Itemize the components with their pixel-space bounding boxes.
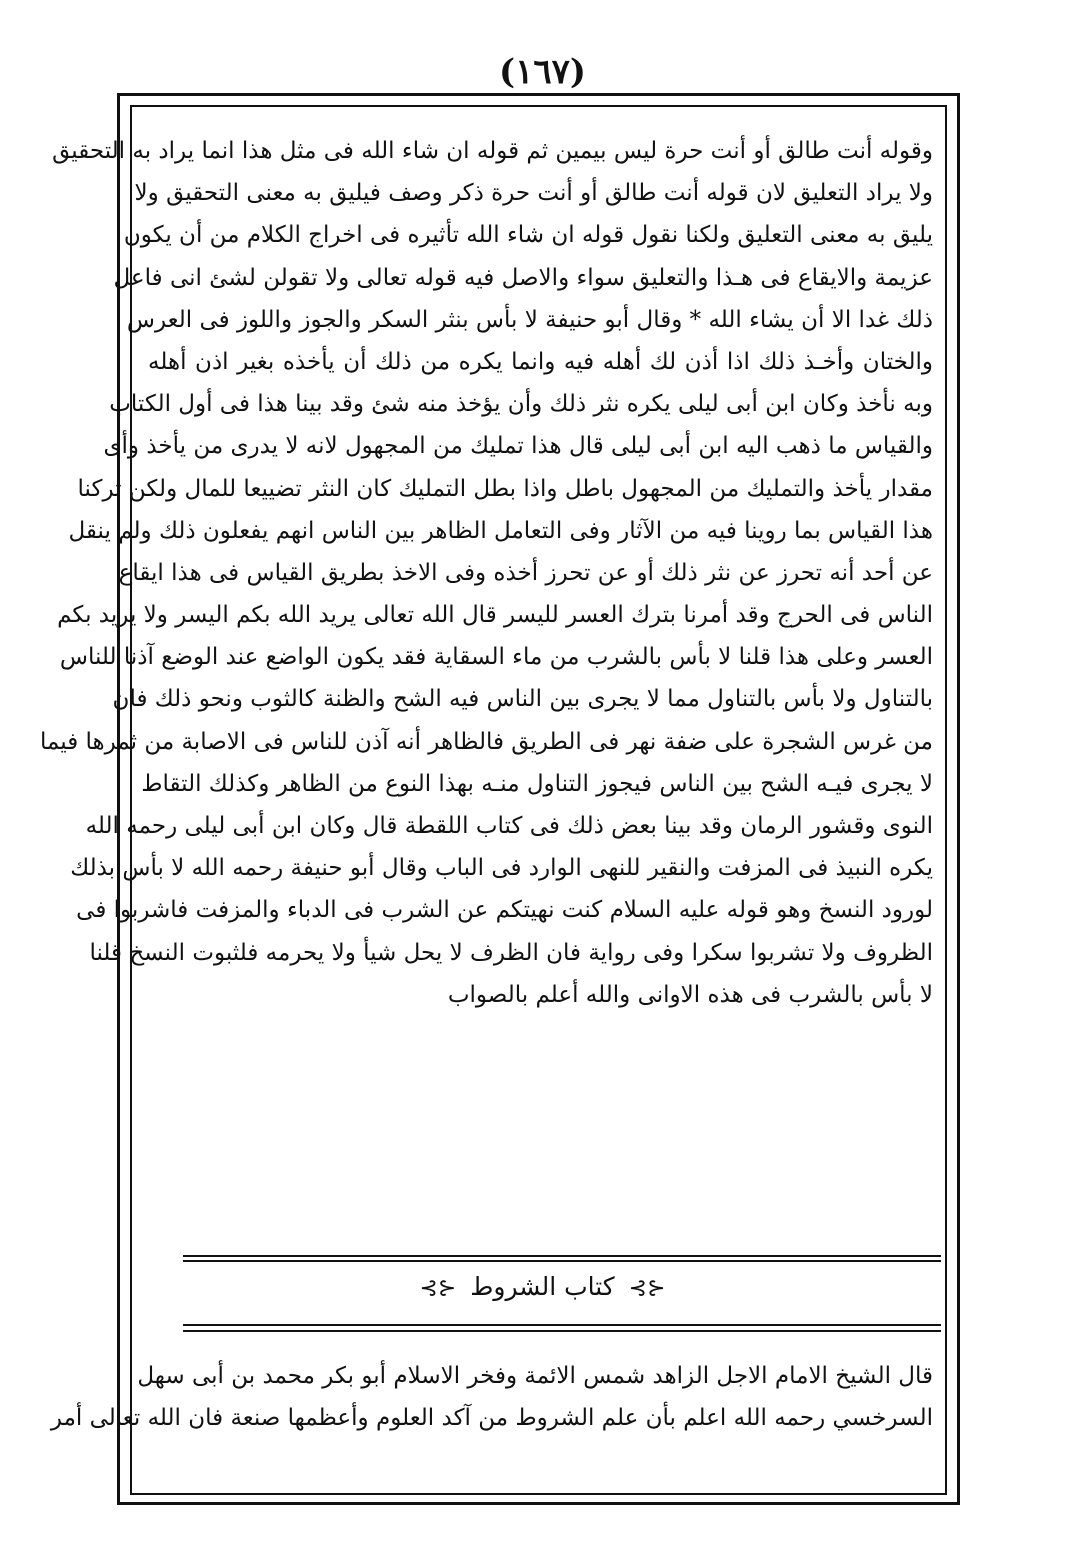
text-line: ذلك غدا الا أن يشاء الله * وقال أبو حنيفة لا بأس بنثر السكر والجوز واللوز فى العرس — [126, 306, 933, 333]
body-text — [39, 130, 933, 1016]
text-line: السرخسي رحمه الله اعلم بأن علم الشروط من آكد العلوم وأعظمها صنعة فان الله تعالى أمر — [50, 1405, 933, 1432]
section-intro-text — [50, 1355, 933, 1439]
text-line-final: لا بأس بالشرب فى هذه الاوانى والله أعلم بالصواب — [447, 981, 933, 1008]
text-line: العسر وعلى هذا قلنا لا بأس بالشرب من ماء السقاية فقد يكون الواضع عند الوضع آذنا للناس — [59, 644, 933, 671]
text-line: والختان وأخـذ ذلك اذا أذن لك أهله فيه وانما يكره من ذلك أن يأخذه بغير اذن أهله — [148, 348, 933, 375]
divider-rule — [183, 1324, 941, 1326]
text-line: مقدار يأخذ والتمليك من المجهول باطل واذا بطل التمليك كان النثر تضييعا للمال ولكن تركنا — [77, 475, 933, 502]
text-line: يليق به معنى التعليق ولكنا نقول قوله ان شاء الله تأثيره فى اخراج الكلام من أن يكون — [123, 222, 933, 249]
chapter-title: كتاب الشروط — [470, 1272, 615, 1301]
ornament-icon: ⊰⊱ — [628, 1275, 666, 1301]
text-line: عزيمة والايقاع فى هـذا والتعليق سواء والاصل فيه قوله تعالى ولا تقولن لشئ انى فاعل — [113, 264, 933, 291]
text-line: الظروف ولا تشربوا سكرا وفى رواية فان الظرف لا يحل شيأ ولا يحرمه فلثبوت النسخ قلنا — [89, 939, 933, 966]
divider-rule — [183, 1255, 941, 1257]
divider-rule — [183, 1260, 941, 1262]
text-line: من غرس الشجرة على ضفة نهر فى الطريق فالظاهر أنه آذن للناس فى الاصابة من ثمرها فيما — [39, 728, 933, 755]
text-line: يكره النبيذ فى المزفت والنقير للنهى الوارد فى الباب وقال أبو حنيفة رحمه الله لا بأس بذلك — [70, 855, 933, 882]
ornament-icon: ⊰⊱ — [419, 1275, 457, 1301]
text-line: وبه نأخذ وكان ابن أبى ليلى يكره نثر ذلك وأن يؤخذ منه شئ وقد بينا هذا فى أول الكتاب — [109, 391, 933, 418]
text-line: لا يجرى فيـه الشح بين الناس فيجوز التناول منـه بهذا النوع من الظاهر وكذلك التقاط — [141, 770, 933, 797]
text-line: الناس فى الحرج وقد أمرنا بترك العسر لليسر قال الله تعالى يريد الله بكم اليسر ولا يريد بكم — [57, 602, 933, 629]
text-line: ولا يراد التعليق لان قوله أنت طالق أو أنت حرة ذكر وصف فيليق به معنى التحقيق ولا — [134, 180, 933, 207]
text-line: قال الشيخ الامام الاجل الزاهد شمس الائمة وفخر الاسلام أبو بكر محمد بن أبى سهل — [137, 1363, 933, 1389]
text-line: لورود النسخ وهو قوله عليه السلام كنت نهيتكم عن الشرب فى الدباء والمزفت فاشربوا فى — [76, 897, 933, 924]
text-line: والقياس ما ذهب اليه ابن أبى ليلى قال هذا تمليك من المجهول لانه لا يدرى من يأخذ وأى — [103, 433, 933, 460]
page-number: (١٦٧) — [499, 52, 586, 92]
text-line: هذا القياس بما روينا فيه من الآثار وفى التعامل الظاهر بين الناس انهم يفعلون ذلك ولم ينقل — [68, 517, 933, 544]
text-line: وقوله أنت طالق أو أنت حرة ليس بيمين ثم قوله ان شاء الله فى مثل هذا انما يراد به التحقيق — [52, 138, 933, 164]
text-line: عن أحد أنه تحرز عن نثر ذلك أو عن تحرز أخذه وفى الاخذ بطريق القياس فى هذا ايقاع — [118, 559, 933, 586]
text-line: بالتناول ولا بأس بالتناول مما لا يجرى بين الناس فيه الشح والظنة كالثوب ونحو ذلك فان — [112, 686, 933, 713]
text-line: النوى وقشور الرمان وقد بينا بعض ذلك فى كتاب اللقطة قال وكان ابن أبى ليلى رحمه الله — [85, 813, 933, 839]
divider-rule — [183, 1330, 941, 1332]
chapter-heading — [150, 1264, 935, 1310]
